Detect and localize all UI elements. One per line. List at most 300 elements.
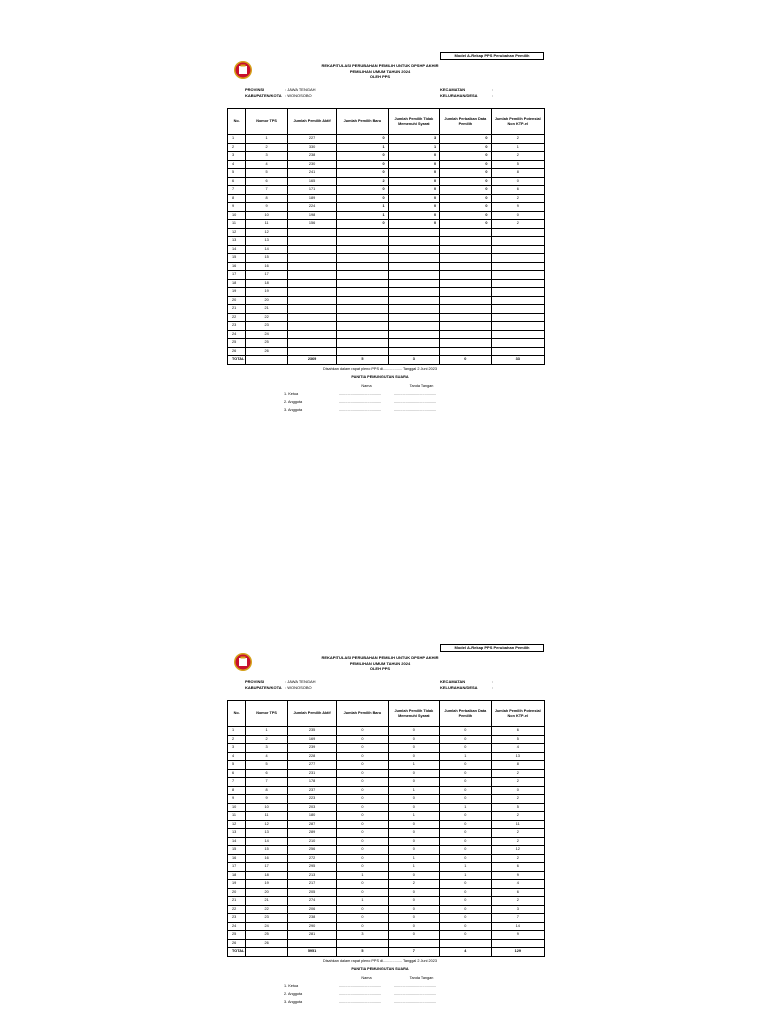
table-cell bbox=[388, 262, 439, 271]
table-cell bbox=[287, 288, 336, 297]
table-cell bbox=[287, 228, 336, 237]
title-line-2: PEMILIHAN UMUM TAHUN 2024 bbox=[349, 68, 411, 74]
table-cell bbox=[388, 271, 439, 280]
table-cell: 0 bbox=[440, 744, 491, 753]
table-cell: 18 bbox=[228, 279, 246, 288]
col-header: Nomor TPS bbox=[246, 109, 288, 135]
table-cell: 7 bbox=[228, 778, 246, 787]
signature-row bbox=[284, 990, 464, 998]
ttd-dots: ........................................ bbox=[394, 392, 437, 396]
table-row bbox=[228, 203, 545, 212]
table-cell: 26 bbox=[228, 939, 246, 948]
table-cell: 2 bbox=[228, 735, 246, 744]
table-row bbox=[228, 820, 545, 829]
table-cell: 2 bbox=[491, 837, 544, 846]
table-cell: 189 bbox=[287, 194, 336, 203]
table-row bbox=[228, 922, 545, 931]
table-cell: 165 bbox=[287, 177, 336, 186]
kecamatan-value: : bbox=[492, 679, 494, 684]
table-row bbox=[228, 812, 545, 821]
report-title bbox=[290, 63, 470, 80]
table-cell: 0 bbox=[388, 871, 439, 880]
table-cell: 0 bbox=[388, 888, 439, 897]
table-cell bbox=[440, 228, 491, 237]
table-cell: 0 bbox=[337, 837, 388, 846]
table-cell: 178 bbox=[287, 778, 336, 787]
ttd-dots: ........................................ bbox=[394, 400, 437, 404]
table-cell: 8 bbox=[228, 194, 246, 203]
total-cell: TOTAL bbox=[228, 948, 246, 957]
table-body bbox=[228, 135, 545, 365]
col-header: Jumlah Pemilih Potensial Non KTP-el bbox=[491, 109, 544, 135]
nama-dots: ........................................ bbox=[339, 1000, 382, 1004]
table-cell: 1 bbox=[337, 897, 388, 906]
table-cell: 26 bbox=[228, 347, 246, 356]
table-cell: 0 bbox=[337, 152, 388, 161]
table-row bbox=[228, 135, 545, 144]
signature-row bbox=[284, 982, 464, 990]
table-cell bbox=[337, 305, 388, 314]
table-cell bbox=[388, 288, 439, 297]
table-cell: 0 bbox=[440, 786, 491, 795]
table-cell: 1 bbox=[337, 211, 388, 220]
total-cell: 5 bbox=[337, 356, 388, 365]
model-label: Model A-Rekap PPS Perubahan Pemilih bbox=[440, 644, 544, 652]
col-header: Jumlah Perbaikan Data Pemilih bbox=[440, 109, 491, 135]
table-cell: 0 bbox=[337, 880, 388, 889]
table-cell: 295 bbox=[287, 863, 336, 872]
table-cell: 2 bbox=[246, 143, 288, 152]
table-cell: 0 bbox=[337, 914, 388, 923]
nama-dots: ........................................ bbox=[339, 400, 382, 404]
table-row bbox=[228, 169, 545, 178]
table-cell: 19 bbox=[228, 880, 246, 889]
signature-header bbox=[284, 974, 464, 982]
table-cell: 1 bbox=[388, 863, 439, 872]
kelurahan-label: KELURAHAN/DESA bbox=[440, 685, 478, 690]
table-cell: 0 bbox=[440, 905, 491, 914]
table-row bbox=[228, 220, 545, 229]
table-cell: 1 bbox=[388, 143, 439, 152]
ttd-dots: ........................................ bbox=[394, 984, 437, 988]
table-cell: 1 bbox=[246, 727, 288, 736]
table-cell bbox=[287, 939, 336, 948]
table-cell bbox=[337, 330, 388, 339]
total-cell: 0 bbox=[440, 356, 491, 365]
table-cell: 0 bbox=[388, 744, 439, 753]
table-cell: 0 bbox=[337, 727, 388, 736]
table-cell: 4 bbox=[228, 752, 246, 761]
table-cell: 281 bbox=[287, 931, 336, 940]
table-cell: 16 bbox=[228, 854, 246, 863]
table-cell bbox=[440, 296, 491, 305]
table-cell: 241 bbox=[287, 169, 336, 178]
table-cell: 1 bbox=[440, 752, 491, 761]
table-cell: 13 bbox=[246, 237, 288, 246]
table-cell: 0 bbox=[440, 152, 491, 161]
table-cell: 2 bbox=[491, 897, 544, 906]
table-row bbox=[228, 803, 545, 812]
table-cell: 5 bbox=[491, 803, 544, 812]
table-cell bbox=[337, 313, 388, 322]
table-cell bbox=[337, 939, 388, 948]
table-cell: 16 bbox=[246, 854, 288, 863]
table-cell: 0 bbox=[491, 211, 544, 220]
table-cell: 8 bbox=[246, 786, 288, 795]
table-cell: 0 bbox=[337, 744, 388, 753]
table-cell bbox=[491, 347, 544, 356]
table-cell: 0 bbox=[337, 186, 388, 195]
table-cell: 4 bbox=[246, 752, 288, 761]
table-cell: 12 bbox=[228, 228, 246, 237]
table-cell: 0 bbox=[337, 194, 388, 203]
table-cell: 0 bbox=[388, 211, 439, 220]
table-cell: 0 bbox=[440, 160, 491, 169]
total-row bbox=[228, 948, 545, 957]
kecamatan-value: : bbox=[492, 87, 494, 92]
table-row bbox=[228, 931, 545, 940]
table-row bbox=[228, 330, 545, 339]
table-cell bbox=[337, 296, 388, 305]
table-cell: 0 bbox=[440, 778, 491, 787]
table-cell: 7 bbox=[246, 778, 288, 787]
table-cell: 15 bbox=[246, 254, 288, 263]
provinsi-label: PROVINSI bbox=[245, 679, 265, 684]
title-line-3: OLEH PPS bbox=[369, 666, 391, 671]
total-row bbox=[228, 356, 545, 365]
table-cell: 0 bbox=[440, 846, 491, 855]
table-cell: 8 bbox=[491, 761, 544, 770]
table-cell bbox=[337, 245, 388, 254]
kelurahan-value: : bbox=[492, 685, 494, 690]
table-cell: 2 bbox=[491, 854, 544, 863]
table-cell: 11 bbox=[228, 220, 246, 229]
table-cell bbox=[491, 262, 544, 271]
table-cell: 10 bbox=[246, 211, 288, 220]
table-cell bbox=[388, 313, 439, 322]
table-cell: 10 bbox=[246, 803, 288, 812]
table-cell: 22 bbox=[228, 313, 246, 322]
table-cell: 22 bbox=[228, 905, 246, 914]
table-cell: 2 bbox=[491, 812, 544, 821]
table-cell: 0 bbox=[440, 169, 491, 178]
table-cell: 156 bbox=[287, 220, 336, 229]
nama-header: Nama bbox=[361, 976, 372, 980]
kabupaten-value: : WONOSOBO bbox=[285, 93, 312, 98]
table-cell: 1 bbox=[491, 143, 544, 152]
table-row bbox=[228, 752, 545, 761]
table-cell: 287 bbox=[287, 820, 336, 829]
table-cell: 0 bbox=[337, 169, 388, 178]
table-cell: 0 bbox=[337, 922, 388, 931]
col-header: Jumlah Perbaikan Data Pemilih bbox=[440, 701, 491, 727]
kelurahan-value: : bbox=[492, 93, 494, 98]
table-cell: 0 bbox=[388, 778, 439, 787]
table-cell: 9 bbox=[491, 931, 544, 940]
table-cell: 0 bbox=[388, 897, 439, 906]
table-cell: 14 bbox=[246, 245, 288, 254]
nama-dots: ........................................ bbox=[339, 984, 382, 988]
table-cell: 0 bbox=[337, 135, 388, 144]
title-line-1: REKAPITULASI PERUBAHAN PEMILIH UNTUK DPSHP AKHIR bbox=[321, 655, 439, 660]
table-cell: 180 bbox=[287, 812, 336, 821]
table-cell bbox=[287, 339, 336, 348]
table-cell: 0 bbox=[337, 220, 388, 229]
table-cell: 0 bbox=[440, 812, 491, 821]
table-cell: 9 bbox=[246, 203, 288, 212]
table-cell: 6 bbox=[246, 177, 288, 186]
table-cell: 17 bbox=[246, 271, 288, 280]
table-cell: 2 bbox=[491, 135, 544, 144]
table-row bbox=[228, 735, 545, 744]
table-cell: 6 bbox=[228, 769, 246, 778]
table-row bbox=[228, 744, 545, 753]
table-cell bbox=[337, 228, 388, 237]
table-cell: 21 bbox=[246, 897, 288, 906]
table-cell bbox=[491, 271, 544, 280]
table-cell: 2 bbox=[491, 220, 544, 229]
role-anggota: 2. Anggota bbox=[284, 992, 303, 996]
table-cell: 0 bbox=[337, 812, 388, 821]
table-cell: 16 bbox=[246, 262, 288, 271]
table-cell: 20 bbox=[228, 296, 246, 305]
table-cell: 0 bbox=[440, 203, 491, 212]
table-cell bbox=[491, 330, 544, 339]
role-anggota: 2. Anggota bbox=[284, 400, 303, 404]
table-cell: 0 bbox=[388, 169, 439, 178]
ttd-dots: ........................................ bbox=[394, 408, 437, 412]
table-cell bbox=[388, 339, 439, 348]
table-cell bbox=[388, 330, 439, 339]
table-cell bbox=[287, 279, 336, 288]
table-row bbox=[228, 829, 545, 838]
table-cell: 22 bbox=[246, 905, 288, 914]
table-cell bbox=[491, 305, 544, 314]
table-row bbox=[228, 254, 545, 263]
table-cell: 0 bbox=[388, 752, 439, 761]
table-cell: 206 bbox=[287, 905, 336, 914]
table-cell: 14 bbox=[228, 245, 246, 254]
kelurahan-label: KELURAHAN/DESA bbox=[440, 93, 478, 98]
table-cell: 0 bbox=[388, 914, 439, 923]
table-cell bbox=[287, 296, 336, 305]
signature-header bbox=[284, 382, 464, 390]
table-row bbox=[228, 177, 545, 186]
table-cell: 24 bbox=[228, 330, 246, 339]
table-cell: 11 bbox=[228, 812, 246, 821]
nama-dots: ........................................ bbox=[339, 392, 382, 396]
table-header-row bbox=[228, 109, 545, 135]
table-cell: 4 bbox=[246, 160, 288, 169]
sheet-2 bbox=[0, 592, 768, 1024]
ttd-header: Tanda Tangan bbox=[409, 384, 434, 388]
table-cell bbox=[440, 322, 491, 331]
table-cell: 6 bbox=[491, 186, 544, 195]
table-cell: 1 bbox=[228, 727, 246, 736]
table-cell: 0 bbox=[440, 820, 491, 829]
table-cell: 1 bbox=[440, 803, 491, 812]
table-row bbox=[228, 871, 545, 880]
total-cell: 129 bbox=[491, 948, 544, 957]
table-cell: 0 bbox=[388, 194, 439, 203]
recap-table-1 bbox=[227, 108, 545, 365]
table-row bbox=[228, 288, 545, 297]
table-cell: 11 bbox=[491, 820, 544, 829]
col-header: Jumlah Pemilih Potensial Non KTP-el bbox=[491, 701, 544, 727]
table-cell: 235 bbox=[287, 727, 336, 736]
table-cell: 3 bbox=[491, 905, 544, 914]
table-cell: 3 bbox=[246, 744, 288, 753]
nama-dots: ........................................ bbox=[339, 992, 382, 996]
table-cell: 0 bbox=[440, 854, 491, 863]
signature-row bbox=[284, 390, 464, 398]
table-row bbox=[228, 245, 545, 254]
table-cell: 2 bbox=[491, 769, 544, 778]
table-row bbox=[228, 296, 545, 305]
table-cell: 9 bbox=[491, 203, 544, 212]
provinsi-value: : JAWA TENGAH bbox=[285, 679, 316, 684]
table-cell: 0 bbox=[388, 735, 439, 744]
table-cell: 0 bbox=[388, 727, 439, 736]
table-cell: 1 bbox=[388, 786, 439, 795]
table-cell: 8 bbox=[246, 194, 288, 203]
table-cell: 25 bbox=[228, 931, 246, 940]
table-cell: 12 bbox=[228, 820, 246, 829]
col-header: No. bbox=[228, 109, 246, 135]
table-cell: 230 bbox=[287, 160, 336, 169]
table-cell bbox=[440, 245, 491, 254]
table-cell: 0 bbox=[388, 922, 439, 931]
table-cell: 0 bbox=[440, 897, 491, 906]
table-cell: 17 bbox=[228, 863, 246, 872]
table-cell bbox=[388, 347, 439, 356]
table-cell: 238 bbox=[287, 152, 336, 161]
table-cell: 0 bbox=[337, 905, 388, 914]
table-row bbox=[228, 271, 545, 280]
total-cell: 33 bbox=[491, 356, 544, 365]
table-cell bbox=[491, 245, 544, 254]
col-header: Jumlah Pemilih Aktif bbox=[287, 109, 336, 135]
title-line-1: REKAPITULASI PERUBAHAN PEMILIH UNTUK DPSHP AKHIR bbox=[321, 63, 439, 68]
kecamatan-label: KECAMATAN bbox=[440, 87, 466, 92]
kabupaten-value: : WONOSOBO bbox=[285, 685, 312, 690]
table-row bbox=[228, 846, 545, 855]
disahkan-text: Disahkan dalam rapat pleno PPS di.................. Tanggal 2 Juni 2023 bbox=[323, 959, 437, 963]
table-cell: 14 bbox=[246, 837, 288, 846]
table-cell bbox=[491, 237, 544, 246]
table-cell bbox=[440, 254, 491, 263]
table-cell: 25 bbox=[246, 931, 288, 940]
total-cell bbox=[246, 356, 288, 365]
table-cell: 5 bbox=[246, 761, 288, 770]
table-cell: 6 bbox=[491, 727, 544, 736]
total-cell bbox=[246, 948, 288, 957]
table-row bbox=[228, 228, 545, 237]
table-cell: 2 bbox=[491, 829, 544, 838]
table-cell: 0 bbox=[440, 143, 491, 152]
col-header: No. bbox=[228, 701, 246, 727]
table-cell: 0 bbox=[440, 837, 491, 846]
table-cell: 25 bbox=[246, 339, 288, 348]
table-row bbox=[228, 795, 545, 804]
table-cell bbox=[440, 262, 491, 271]
table-cell bbox=[287, 322, 336, 331]
table-cell: 3 bbox=[228, 152, 246, 161]
table-row bbox=[228, 152, 545, 161]
total-cell: 3 bbox=[388, 356, 439, 365]
table-cell: 26 bbox=[246, 939, 288, 948]
table-row bbox=[228, 914, 545, 923]
table-cell: 13 bbox=[228, 829, 246, 838]
table-cell: 17 bbox=[228, 271, 246, 280]
ttd-dots: ........................................ bbox=[394, 992, 437, 996]
table-cell: 7 bbox=[228, 186, 246, 195]
table-cell: 228 bbox=[287, 752, 336, 761]
table-cell: 2 bbox=[228, 143, 246, 152]
table-cell bbox=[287, 271, 336, 280]
panitia-title: PANITIA PEMUNGUTAN SUARA bbox=[351, 967, 409, 971]
table-cell: 0 bbox=[337, 786, 388, 795]
table-cell: 20 bbox=[228, 888, 246, 897]
table-cell: 224 bbox=[287, 203, 336, 212]
table-cell: 198 bbox=[287, 211, 336, 220]
table-cell: 2 bbox=[388, 880, 439, 889]
table-cell: 0 bbox=[337, 778, 388, 787]
table-cell: 3 bbox=[337, 931, 388, 940]
disahkan-text: Disahkan dalam rapat pleno PPS di.................. Tanggal 2 Juni 2023 bbox=[323, 367, 437, 371]
table-cell: 277 bbox=[287, 761, 336, 770]
table-cell bbox=[388, 322, 439, 331]
table-cell bbox=[440, 305, 491, 314]
table-cell: 0 bbox=[440, 829, 491, 838]
table-cell: 0 bbox=[388, 846, 439, 855]
signature-row bbox=[284, 998, 464, 1006]
table-cell: 223 bbox=[287, 795, 336, 804]
table-cell bbox=[337, 339, 388, 348]
table-row bbox=[228, 761, 545, 770]
table-row bbox=[228, 279, 545, 288]
table-cell: 0 bbox=[388, 931, 439, 940]
table-cell bbox=[388, 237, 439, 246]
table-cell: 26 bbox=[246, 347, 288, 356]
table-cell: 0 bbox=[440, 922, 491, 931]
table-cell: 15 bbox=[228, 846, 246, 855]
kelurahan-row bbox=[440, 93, 493, 99]
table-cell: 16 bbox=[228, 262, 246, 271]
table-cell: 20 bbox=[246, 888, 288, 897]
table-cell: 12 bbox=[246, 820, 288, 829]
table-cell: 1 bbox=[388, 761, 439, 770]
table-cell: 210 bbox=[287, 837, 336, 846]
table-cell: 21 bbox=[228, 897, 246, 906]
table-cell bbox=[491, 279, 544, 288]
table-cell: 0 bbox=[440, 135, 491, 144]
table-cell: 4 bbox=[491, 744, 544, 753]
kabupaten-row bbox=[245, 685, 312, 691]
table-cell: 0 bbox=[388, 186, 439, 195]
table-cell bbox=[337, 347, 388, 356]
table-cell: 0 bbox=[388, 829, 439, 838]
table-row bbox=[228, 211, 545, 220]
table-row bbox=[228, 305, 545, 314]
table-cell: 10 bbox=[228, 211, 246, 220]
table-cell bbox=[388, 939, 439, 948]
table-cell bbox=[491, 939, 544, 948]
table-header-row bbox=[228, 701, 545, 727]
table-cell: 2 bbox=[246, 735, 288, 744]
table-cell: 0 bbox=[440, 220, 491, 229]
table-cell bbox=[337, 237, 388, 246]
